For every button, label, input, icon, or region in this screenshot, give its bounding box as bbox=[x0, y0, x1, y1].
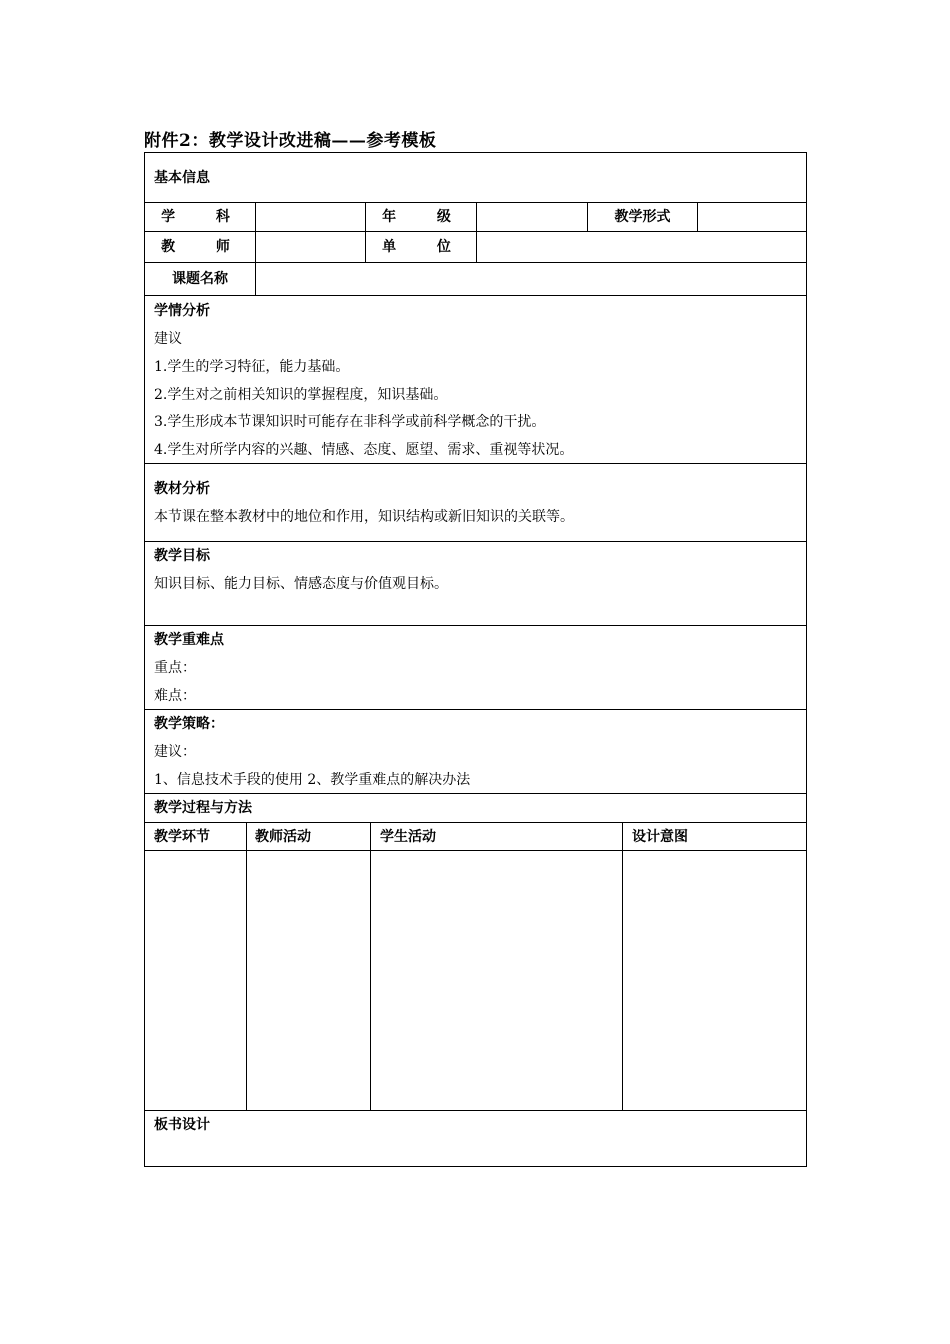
process-cell-intent[interactable] bbox=[623, 851, 805, 1109]
material-analysis-text: 本节课在整本教材中的地位和作用，知识结构或新旧知识的关联等。 bbox=[154, 509, 574, 525]
row-divider bbox=[145, 625, 806, 626]
topic-label: 课题名称 bbox=[172, 271, 228, 287]
strategy-intro: 建议： bbox=[154, 744, 196, 760]
key-point-label: 重点： bbox=[154, 660, 196, 676]
difficult-point-label: 难点： bbox=[154, 688, 196, 704]
teaching-goals-heading: 教学目标 bbox=[154, 548, 210, 564]
form-value[interactable] bbox=[698, 208, 806, 226]
teacher-label: 教 师 bbox=[161, 239, 248, 255]
strategy-text: 1、信息技术手段的使用 2、教学重难点的解决办法 bbox=[154, 772, 471, 788]
row-divider bbox=[145, 709, 806, 710]
process-cell-student[interactable] bbox=[371, 851, 621, 1109]
learner-analysis-intro: 建议 bbox=[154, 331, 182, 347]
process-column-header: 学生活动 bbox=[380, 829, 436, 845]
process-cell-stage[interactable] bbox=[146, 851, 245, 1109]
basic-info-heading: 基本信息 bbox=[154, 170, 210, 186]
subject-label: 学 科 bbox=[161, 209, 248, 225]
board-design-heading: 板书设计 bbox=[154, 1117, 210, 1133]
process-heading: 教学过程与方法 bbox=[154, 800, 252, 816]
process-column-header: 设计意图 bbox=[632, 829, 688, 845]
unit-label: 单 位 bbox=[382, 239, 469, 255]
document-title: 附件2：教学设计改进稿——参考模板 bbox=[144, 131, 437, 151]
learner-analysis-heading: 学情分析 bbox=[154, 303, 210, 319]
lesson-design-form bbox=[144, 152, 807, 1167]
learner-analysis-item: 3.学生形成本节课知识时可能存在非科学或前科学概念的干扰。 bbox=[154, 414, 546, 430]
topic-value[interactable] bbox=[256, 270, 806, 288]
subject-value[interactable] bbox=[256, 208, 365, 226]
unit-value[interactable] bbox=[477, 238, 806, 256]
key-points-heading: 教学重难点 bbox=[154, 632, 224, 648]
row-divider bbox=[145, 793, 806, 794]
material-analysis-heading: 教材分析 bbox=[154, 481, 210, 497]
row-divider bbox=[145, 295, 806, 296]
row-divider bbox=[145, 262, 806, 263]
process-column-header: 教学环节 bbox=[154, 829, 210, 845]
learner-analysis-item: 4.学生对所学内容的兴趣、情感、态度、愿望、需求、重视等状况。 bbox=[154, 442, 574, 458]
process-column-header: 教师活动 bbox=[255, 829, 311, 845]
teaching-goals-text: 知识目标、能力目标、情感态度与价值观目标。 bbox=[154, 576, 448, 592]
grade-label: 年 级 bbox=[382, 209, 469, 225]
row-divider bbox=[145, 463, 806, 464]
process-cell-teacher[interactable] bbox=[247, 851, 369, 1109]
grade-value[interactable] bbox=[477, 208, 587, 226]
teacher-value[interactable] bbox=[256, 238, 365, 256]
form-label: 教学形式 bbox=[614, 209, 671, 225]
row-divider bbox=[145, 822, 806, 823]
learner-analysis-item: 2.学生对之前相关知识的掌握程度，知识基础。 bbox=[154, 387, 448, 403]
learner-analysis-item: 1.学生的学习特征，能力基础。 bbox=[154, 359, 350, 375]
strategy-heading: 教学策略： bbox=[154, 716, 224, 732]
row-divider bbox=[145, 1110, 806, 1111]
row-divider bbox=[145, 541, 806, 542]
